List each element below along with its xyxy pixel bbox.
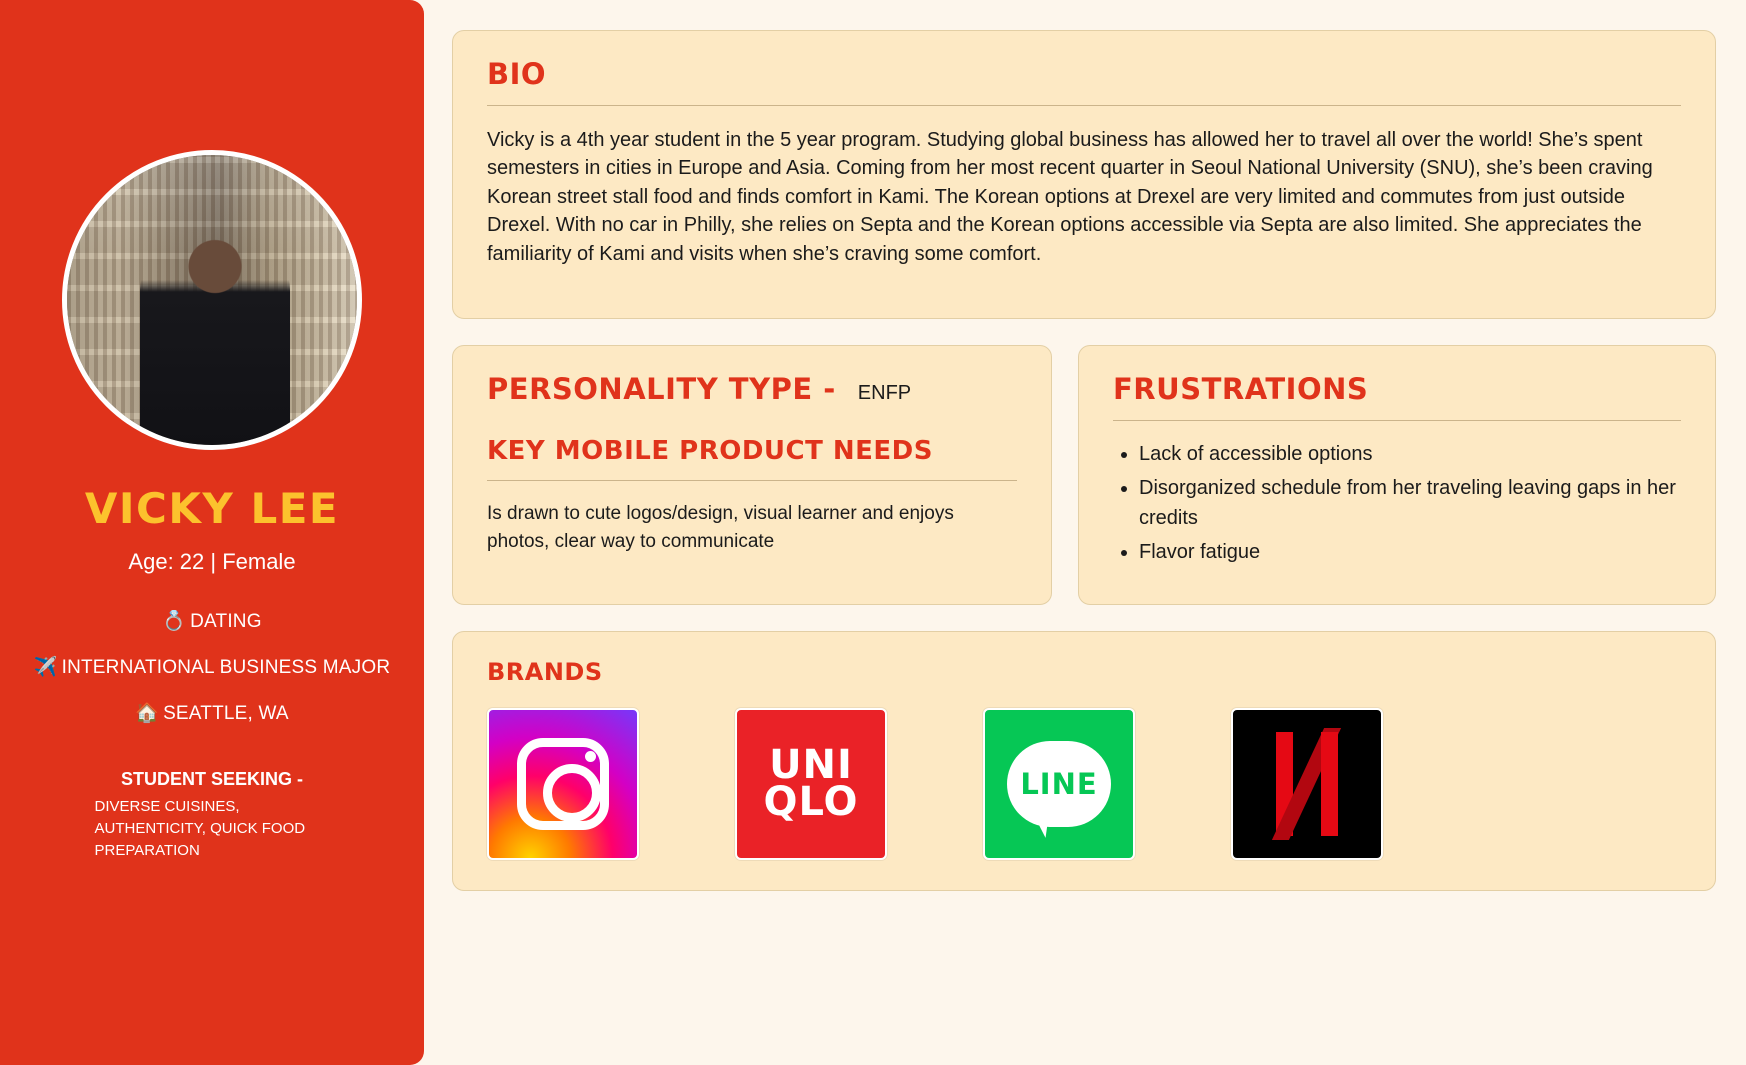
profile-major	[0, 655, 424, 679]
list-item: • Disorganized schedule from her traveling leaving gaps in her credits	[1139, 473, 1681, 533]
list-item: • Flavor fatigue	[1139, 537, 1681, 567]
page-title: VICKY LEE	[84, 484, 340, 533]
list-item: • Lack of accessible options	[1139, 439, 1681, 469]
middle-row	[452, 345, 1716, 605]
frustrations-title: FRUSTRATIONS	[1113, 371, 1369, 406]
avatar	[62, 150, 362, 450]
profile-location	[0, 701, 424, 725]
instagram-icon	[517, 738, 609, 830]
profile-meta-list	[0, 609, 424, 747]
content-area	[424, 0, 1746, 1065]
uniqlo-line-2: QLO	[763, 779, 859, 826]
brands-row	[453, 708, 1715, 860]
needs-divider	[487, 480, 1017, 481]
bio-title: BIO	[487, 57, 547, 91]
brand-line[interactable]	[983, 708, 1135, 860]
profile-status-label: DATING	[190, 611, 262, 632]
profile-sidebar	[0, 0, 424, 1065]
brands-card	[452, 631, 1716, 891]
profile-major-label: INTERNATIONAL BUSINESS MAJOR	[61, 657, 391, 678]
airplane-icon: ✈️	[33, 657, 58, 678]
brand-netflix[interactable]	[1231, 708, 1383, 860]
ring-icon: 💍	[162, 611, 187, 632]
frustrations-list	[1113, 439, 1681, 567]
age-gender-line: Age: 22 | Female	[128, 549, 296, 574]
personality-type-row	[487, 372, 1017, 406]
frustrations-card	[1078, 345, 1716, 605]
needs-text: Is drawn to cute logos/design, visual learner and enjoys photos, clear way to communicate	[487, 502, 954, 552]
uniqlo-line-1: UNI	[769, 742, 853, 789]
personality-card	[452, 345, 1052, 605]
avatar-photo	[67, 155, 357, 445]
personality-value: ENFP	[857, 381, 912, 404]
brands-title: BRANDS	[487, 658, 603, 687]
frustrations-divider	[1113, 420, 1681, 421]
profile-status	[0, 609, 424, 633]
seeking-title: STUDENT SEEKING -	[120, 769, 303, 789]
house-icon: 🏠	[135, 703, 160, 724]
seeking-body: DIVERSE CUISINES, AUTHENTICITY, QUICK FOOD PREPARATION	[94, 798, 306, 859]
line-label: LINE	[1020, 767, 1098, 802]
uniqlo-icon	[763, 742, 859, 826]
bio-divider	[487, 105, 1681, 106]
netflix-icon	[1276, 732, 1338, 836]
brand-instagram[interactable]	[487, 708, 639, 860]
personality-title: PERSONALITY TYPE -	[487, 371, 836, 406]
line-icon	[1007, 741, 1111, 827]
needs-title: KEY MOBILE PRODUCT NEEDS	[487, 435, 933, 466]
profile-location-label: SEATTLE, WA	[163, 703, 289, 724]
bio-card	[452, 30, 1716, 319]
bio-text: Vicky is a 4th year student in the 5 year program. Studying global business has allowed her to travel all over the world! She’s spent semesters in cities in Europe and Asia. Coming from her most recent quarter in Seoul National University (SNU), she’s been craving Korean street stall food and finds comfort in Kami. The Korean options at Drexel are very limited and commutes from just outside Drexel. With no car in Philly, she relies on Septa and the Korean options accessible via Septa are also limited. She appreciates the familiarity of Kami and visits when she’s craving some comfort.	[487, 129, 1653, 265]
brand-uniqlo[interactable]	[735, 708, 887, 860]
